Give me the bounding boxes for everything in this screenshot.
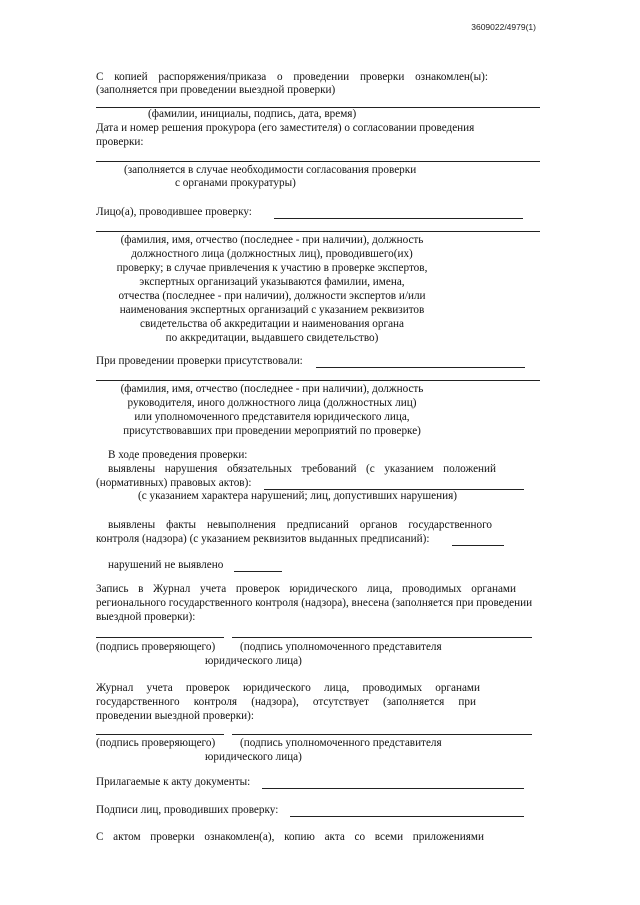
journal-absent-line-3: проведении выездной проверки): bbox=[96, 710, 255, 722]
field-caption: свидетельства об аккредитации и наименования органа bbox=[139, 318, 404, 330]
violations-label: (нормативных) правовых актов): bbox=[96, 477, 252, 489]
attachments-label: Прилагаемые к акту документы: bbox=[96, 776, 251, 788]
signature-caption: (подпись уполномоченного представителя bbox=[240, 641, 442, 653]
unfulfilled-field-line[interactable] bbox=[452, 545, 504, 546]
unfulfilled-line: выявлены факты невыполнения предписаний органов государственного bbox=[108, 519, 492, 531]
signature-caption: (подпись уполномоченного представителя bbox=[240, 737, 442, 749]
signature-caption: (подпись проверяющего) bbox=[96, 641, 216, 653]
representative-signature-line[interactable] bbox=[232, 734, 532, 735]
document-id: 3609022/4979(1) bbox=[471, 22, 536, 32]
field-caption: по аккредитации, выдавшего свидетельство) bbox=[165, 332, 379, 344]
field-caption: руководителя, иного должностного лица (должностных лиц) bbox=[127, 397, 417, 409]
field-caption: присутствовавших при проведении мероприятий по проверке) bbox=[123, 425, 421, 437]
inspector-signature-line[interactable] bbox=[96, 734, 224, 735]
field-caption: (фамилия, имя, отчество (последнее - при наличии), должность bbox=[120, 234, 424, 246]
signatures-label: Подписи лиц, проводивших проверку: bbox=[96, 804, 279, 816]
inspectors-field-line-2[interactable] bbox=[96, 231, 540, 232]
field-caption: экспертных организаций указываются фамилии, имена, bbox=[139, 276, 405, 288]
journal-absent-line: Журнал учета проверок юридического лица, проводимых органами bbox=[96, 682, 480, 694]
field-caption: (с указанием характера нарушений; лиц, допустивших нарушения) bbox=[138, 490, 457, 502]
unfulfilled-label: контроля (надзора) (с указанием реквизитов выданных предписаний): bbox=[96, 533, 430, 545]
acknowledgement-line: С актом проверки ознакомлен(а), копию акта со всеми приложениями bbox=[96, 831, 484, 843]
signature-caption: (подпись проверяющего) bbox=[96, 737, 216, 749]
inspectors-label: Лицо(а), проводившее проверку: bbox=[96, 206, 252, 218]
field-caption: (фамилия, имя, отчество (последнее - при наличии), должность bbox=[120, 383, 424, 395]
signatures-field-line[interactable] bbox=[290, 816, 524, 817]
field-caption: (заполняется в случае необходимости согласования проверки bbox=[124, 164, 417, 176]
field-caption: наименования экспертных организаций с указанием реквизитов bbox=[119, 304, 425, 316]
attachments-field-line[interactable] bbox=[262, 788, 524, 789]
inspector-signature-line[interactable] bbox=[96, 637, 224, 638]
inspectors-field-line[interactable] bbox=[274, 218, 523, 219]
prosecutor-decision-line: Дата и номер решения прокурора (его заместителя) о согласовании проведения bbox=[96, 122, 475, 134]
field-caption: должностного лица (должностных лиц), проводившего(их) bbox=[131, 248, 413, 260]
copy-order-line: С копией распоряжения/приказа о проведении проверки ознакомлен(ы): bbox=[96, 71, 488, 83]
field-caption: или уполномоченного представителя юридического лица, bbox=[134, 411, 410, 423]
journal-entry-line-2: регионального государственного контроля (надзора), внесена (заполняется при проведении bbox=[96, 597, 533, 609]
journal-entry-line-3: выездной проверки): bbox=[96, 611, 196, 623]
journal-entry-line: Запись в Журнал учета проверок юридического лица, проводимых органами bbox=[96, 583, 516, 595]
journal-absent-line-2: государственного контроля (надзора), отсутствует (заполняется при bbox=[96, 696, 476, 708]
copy-order-note: (заполняется при проведении выездной проверки) bbox=[96, 84, 336, 96]
findings-heading: В ходе проведения проверки: bbox=[108, 449, 248, 461]
prosecutor-decision-label: проверки: bbox=[96, 136, 144, 148]
signature-caption: юридического лица) bbox=[205, 655, 302, 667]
representative-signature-line[interactable] bbox=[232, 637, 532, 638]
present-field-line-2[interactable] bbox=[96, 380, 540, 381]
field-caption: с органами прокуратуры) bbox=[175, 177, 296, 189]
field-caption: проверку; в случае привлечения к участию в проверке экспертов, bbox=[116, 262, 428, 274]
present-field-line[interactable] bbox=[316, 367, 525, 368]
field-caption: отчества (последнее - при наличии), должности экспертов и/или bbox=[118, 290, 426, 302]
signature-caption: юридического лица) bbox=[205, 751, 302, 763]
prosecutor-field-line[interactable] bbox=[96, 161, 540, 162]
present-label: При проведении проверки присутствовали: bbox=[96, 355, 303, 367]
field-caption: (фамилии, инициалы, подпись, дата, время) bbox=[148, 108, 357, 120]
no-violations-label: нарушений не выявлено bbox=[108, 559, 224, 571]
no-violations-field-line[interactable] bbox=[234, 571, 282, 572]
violations-line: выявлены нарушения обязательных требований (с указанием положений bbox=[108, 463, 496, 475]
